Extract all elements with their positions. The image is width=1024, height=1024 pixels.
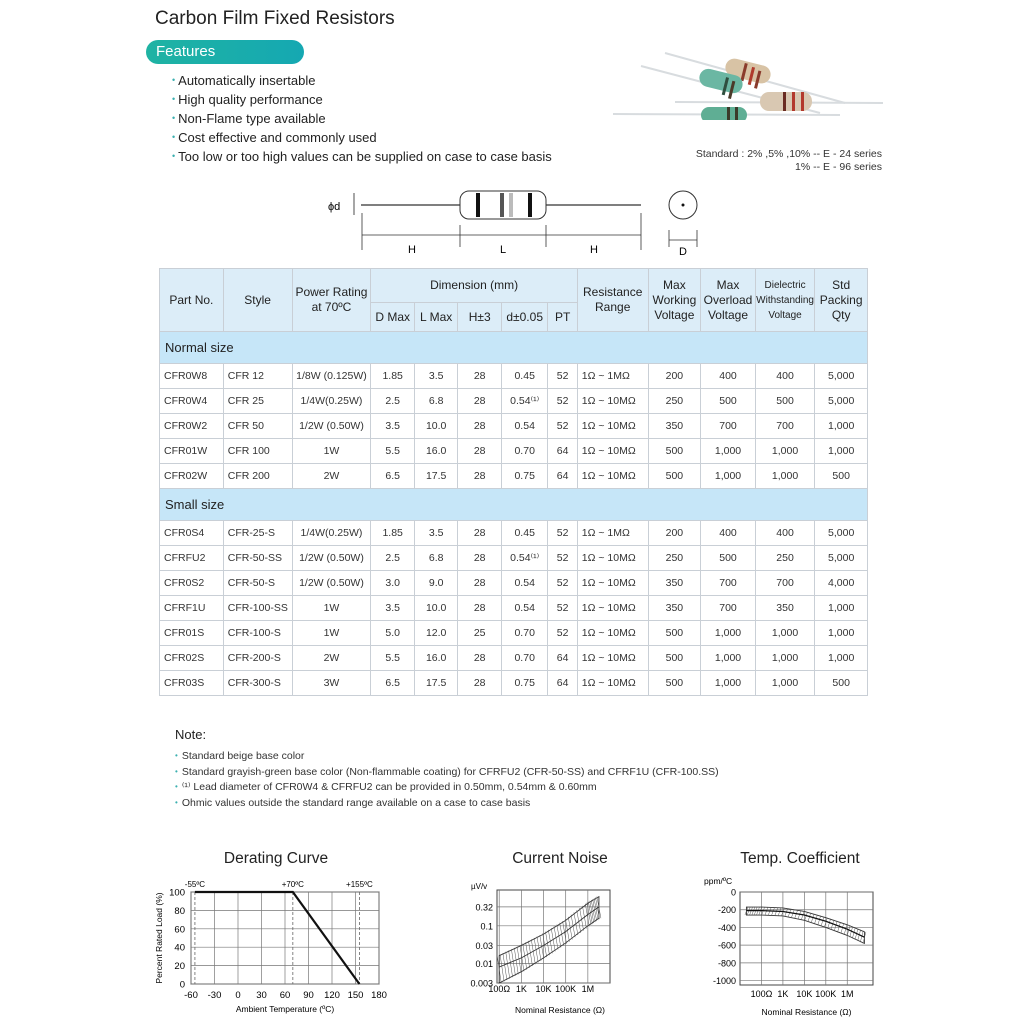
table-cell: 1Ω ~ 1MΩ xyxy=(577,364,648,389)
table-cell: 64 xyxy=(548,646,577,671)
note-item: • Ohmic values outside the standard range available on a case to case basis xyxy=(175,796,719,812)
noise-chart-title: Current Noise xyxy=(512,850,608,867)
table-cell: 6.8 xyxy=(414,389,458,414)
resistor-beige-2 xyxy=(760,92,812,111)
table-cell: 500 xyxy=(648,671,701,696)
table-cell: 500 xyxy=(648,621,701,646)
group-row xyxy=(160,332,868,364)
table-cell: 28 xyxy=(458,439,502,464)
table-cell: 0.75 xyxy=(501,464,548,489)
table-cell: 500 xyxy=(701,546,756,571)
dimension-diagram xyxy=(325,185,715,260)
table-cell: 0.70 xyxy=(501,621,548,646)
table-row xyxy=(160,571,868,596)
table-cell: 28 xyxy=(458,571,502,596)
table-cell: 1,000 xyxy=(755,671,815,696)
table-cell: 64 xyxy=(548,439,577,464)
table-cell: 350 xyxy=(755,596,815,621)
y-tick-label: 80 xyxy=(174,905,185,917)
table-cell: 1,000 xyxy=(701,464,756,489)
table-cell: 700 xyxy=(701,571,756,596)
x-tick-label: 30 xyxy=(256,990,267,1001)
table-cell: 0.54 xyxy=(501,414,548,439)
table-cell: 1,000 xyxy=(815,596,868,621)
x-axis-label: Nominal Resistance (Ω) xyxy=(761,1007,852,1017)
col-packing: Std Packing Qty xyxy=(815,269,868,332)
table-cell: 28 xyxy=(458,414,502,439)
table-cell: CFR0W4 xyxy=(160,389,224,414)
table-cell: 52 xyxy=(548,571,577,596)
table-cell: CFRFU2 xyxy=(160,546,224,571)
table-cell: 52 xyxy=(548,521,577,546)
table-cell: 350 xyxy=(648,414,701,439)
y-tick-label: -600 xyxy=(717,940,736,951)
table-cell: 200 xyxy=(648,364,701,389)
table-cell: CFR-50-S xyxy=(223,571,292,596)
y-tick-label: 20 xyxy=(174,961,185,973)
table-cell: 2W xyxy=(292,646,371,671)
table-cell: 6.5 xyxy=(371,464,415,489)
feature-item: • High quality performance xyxy=(172,91,552,110)
group-label: Small size xyxy=(160,489,868,521)
table-cell: 1Ω ~ 10MΩ xyxy=(577,464,648,489)
table-cell: 1Ω ~ 10MΩ xyxy=(577,596,648,621)
table-cell: CFR 50 xyxy=(223,414,292,439)
y-tick-label: 40 xyxy=(174,942,185,954)
table-cell: 3.5 xyxy=(414,364,458,389)
y-tick-label: -400 xyxy=(717,922,736,933)
table-cell: 1Ω ~ 10MΩ xyxy=(577,546,648,571)
table-cell: 28 xyxy=(458,464,502,489)
table-cell: 1,000 xyxy=(815,621,868,646)
table-cell: 2W xyxy=(292,464,371,489)
table-cell: 1,000 xyxy=(755,439,815,464)
table-cell: 2.5 xyxy=(371,389,415,414)
table-cell: CFR0S2 xyxy=(160,571,224,596)
y-tick-label: -800 xyxy=(717,958,736,969)
table-cell: 250 xyxy=(648,389,701,414)
table-cell: 4,000 xyxy=(815,571,868,596)
table-cell: CFR 100 xyxy=(223,439,292,464)
x-tick-label: 10K xyxy=(796,989,813,999)
y-tick-label: 0.01 xyxy=(475,958,493,969)
table-cell: 5,000 xyxy=(815,546,868,571)
table-cell: 52 xyxy=(548,364,577,389)
tolerance-note xyxy=(696,148,882,174)
col-style: Style xyxy=(223,269,292,332)
feature-item: • Non-Flame type available xyxy=(172,110,552,129)
x-tick-label: 0 xyxy=(235,990,241,1001)
table-cell: CFR-25-S xyxy=(223,521,292,546)
table-cell: 17.5 xyxy=(414,671,458,696)
table-cell: CFR-200-S xyxy=(223,646,292,671)
y-tick-label: -200 xyxy=(717,905,736,916)
table-cell: 5,000 xyxy=(815,389,868,414)
x-tick-label: 90 xyxy=(303,990,314,1001)
col-part-no: Part No. xyxy=(160,269,224,332)
table-cell: CFR01W xyxy=(160,439,224,464)
y-tick-label: 0 xyxy=(179,979,185,991)
table-cell: CFR-100-SS xyxy=(223,596,292,621)
table-cell: 400 xyxy=(701,364,756,389)
table-cell: 500 xyxy=(815,671,868,696)
note-item: • Standard grayish-green base color (Non-flammable coating) for CFRFU2 (CFR-50-SS) and CFRF1U (CFR-100.SS) xyxy=(175,765,719,781)
table-cell: 9.0 xyxy=(414,571,458,596)
col-h: H±3 xyxy=(458,303,502,332)
x-axis-label: Nominal Resistance (Ω) xyxy=(515,1005,605,1015)
table-row xyxy=(160,546,868,571)
table-row xyxy=(160,521,868,546)
table-cell: 1,000 xyxy=(701,621,756,646)
table-cell: 1.85 xyxy=(371,521,415,546)
table-cell: 3.5 xyxy=(414,521,458,546)
table-cell: 28 xyxy=(458,671,502,696)
table-cell: 52 xyxy=(548,414,577,439)
table-cell: 400 xyxy=(701,521,756,546)
table-cell: 28 xyxy=(458,364,502,389)
y-tick-label: 0.03 xyxy=(475,940,493,951)
tolerance-line-2: 1% -- E - 96 series xyxy=(795,161,882,173)
y-tick-label: -1000 xyxy=(712,976,736,987)
table-cell: 0.75 xyxy=(501,671,548,696)
table-cell: 1Ω ~ 10MΩ xyxy=(577,671,648,696)
table-cell: 500 xyxy=(648,439,701,464)
table-cell: 17.5 xyxy=(414,464,458,489)
table-cell: 0.45 xyxy=(501,521,548,546)
table-cell: 1Ω ~ 10MΩ xyxy=(577,621,648,646)
table-cell: 1/8W (0.125W) xyxy=(292,364,371,389)
annotation-label: +70ºC xyxy=(281,880,304,889)
table-cell: 52 xyxy=(548,389,577,414)
x-tick-label: 150 xyxy=(347,990,364,1001)
table-row xyxy=(160,389,868,414)
table-cell: 5.5 xyxy=(371,646,415,671)
col-resistance: Resistance Range xyxy=(577,269,648,332)
derating-chart xyxy=(150,872,400,1022)
table-cell: 1,000 xyxy=(815,646,868,671)
table-cell: 52 xyxy=(548,621,577,646)
table-cell: 64 xyxy=(548,671,577,696)
table-cell: 16.0 xyxy=(414,646,458,671)
table-cell: CFR01S xyxy=(160,621,224,646)
table-cell: 350 xyxy=(648,596,701,621)
table-cell: 1W xyxy=(292,439,371,464)
table-cell: 1/2W (0.50W) xyxy=(292,546,371,571)
table-cell: 1,000 xyxy=(815,439,868,464)
derating-chart-title: Derating Curve xyxy=(223,850,329,867)
table-cell: 700 xyxy=(755,414,815,439)
table-cell: 1Ω ~ 10MΩ xyxy=(577,389,648,414)
table-cell: 3W xyxy=(292,671,371,696)
table-cell: 0.70 xyxy=(501,439,548,464)
table-cell: 1/4W(0.25W) xyxy=(292,521,371,546)
table-cell: 12.0 xyxy=(414,621,458,646)
table-cell: 1,000 xyxy=(815,414,868,439)
table-cell: 28 xyxy=(458,646,502,671)
y-tick-label: 0.003 xyxy=(470,978,493,989)
table-cell: 1,000 xyxy=(755,464,815,489)
table-cell: CFR0W2 xyxy=(160,414,224,439)
table-cell: 1Ω ~ 10MΩ xyxy=(577,646,648,671)
table-row xyxy=(160,439,868,464)
table-cell: CFR 200 xyxy=(223,464,292,489)
table-cell: 1/2W (0.50W) xyxy=(292,571,371,596)
table-cell: 1Ω ~ 10MΩ xyxy=(577,414,648,439)
x-tick-label: 180 xyxy=(371,990,387,1001)
table-row xyxy=(160,464,868,489)
spec-table xyxy=(159,268,868,696)
table-cell: 28 xyxy=(458,596,502,621)
table-cell: CFR02W xyxy=(160,464,224,489)
table-cell: CFR0S4 xyxy=(160,521,224,546)
note-item: • ⁽¹⁾ Lead diameter of CFR0W4 & CFRFU2 can be provided in 0.50mm, 0.54mm & 0.60mm xyxy=(175,780,719,796)
x-tick-label: 1K xyxy=(515,984,527,994)
table-cell: 3.5 xyxy=(371,414,415,439)
table-cell: 10.0 xyxy=(414,596,458,621)
tempco-chart xyxy=(690,872,890,1022)
col-d-max: D Max xyxy=(371,303,415,332)
resistor-green-2 xyxy=(701,107,747,120)
page-title: Carbon Film Fixed Resistors xyxy=(155,8,395,29)
table-cell: 250 xyxy=(648,546,701,571)
x-tick-label: 10K xyxy=(535,984,552,994)
lead-diameter-label: ϕd xyxy=(328,201,341,213)
table-cell: 5,000 xyxy=(815,521,868,546)
table-cell: 500 xyxy=(701,389,756,414)
table-cell: CFR 25 xyxy=(223,389,292,414)
feature-item: • Too low or too high values can be supplied on case to case basis xyxy=(172,148,552,167)
table-cell: 16.0 xyxy=(414,439,458,464)
col-dielectric: Dielectric Withstanding Voltage xyxy=(755,269,815,332)
x-tick-label: 100Ω xyxy=(488,984,511,994)
table-cell: CFR-100-S xyxy=(223,621,292,646)
table-row xyxy=(160,646,868,671)
table-cell: 1/4W(0.25W) xyxy=(292,389,371,414)
table-cell: 3.0 xyxy=(371,571,415,596)
feature-item: • Cost effective and commonly used xyxy=(172,129,552,148)
col-dimension: Dimension (mm) xyxy=(371,269,577,303)
note-item: • Standard beige base color xyxy=(175,749,719,765)
annotation-label: -55ºC xyxy=(184,880,206,889)
plot-area xyxy=(497,890,610,983)
table-cell: CFR0W8 xyxy=(160,364,224,389)
table-cell: 400 xyxy=(755,521,815,546)
tolerance-line-1: Standard : 2% ,5% ,10% -- E - 24 series xyxy=(695,148,882,160)
table-cell: 28 xyxy=(458,546,502,571)
x-tick-label: 100K xyxy=(815,989,837,999)
table-cell: 1Ω ~ 10MΩ xyxy=(577,571,648,596)
table-cell: 2.5 xyxy=(371,546,415,571)
table-cell: CFR 12 xyxy=(223,364,292,389)
table-cell: 1/2W (0.50W) xyxy=(292,414,371,439)
x-tick-label: 120 xyxy=(324,990,340,1001)
table-cell: 0.54 xyxy=(501,571,548,596)
table-cell: 1W xyxy=(292,596,371,621)
y-tick-label: 0.1 xyxy=(480,921,493,932)
feature-item: • Automatically insertable xyxy=(172,72,552,91)
table-cell: 1,000 xyxy=(701,439,756,464)
y-tick-label: 0.32 xyxy=(475,902,493,913)
col-d: d±0.05 xyxy=(501,303,548,332)
table-cell: CFR02S xyxy=(160,646,224,671)
col-max-overload: Max Overload Voltage xyxy=(701,269,756,332)
table-row xyxy=(160,414,868,439)
table-cell: 6.5 xyxy=(371,671,415,696)
table-cell: 0.70 xyxy=(501,646,548,671)
table-cell: 700 xyxy=(701,414,756,439)
table-cell: 28 xyxy=(458,521,502,546)
annotation-label: +155ºC xyxy=(346,880,373,889)
col-l-max: L Max xyxy=(414,303,458,332)
table-cell: 1Ω ~ 10MΩ xyxy=(577,439,648,464)
table-cell: 3.5 xyxy=(371,596,415,621)
col-max-working: Max Working Voltage xyxy=(648,269,701,332)
col-power: Power Rating at 70ºC xyxy=(292,269,371,332)
group-label: Normal size xyxy=(160,332,868,364)
y-axis-label: Percent Rated Load (%) xyxy=(154,892,164,984)
table-cell: 400 xyxy=(755,364,815,389)
table-cell: 1,000 xyxy=(701,646,756,671)
table-cell: 700 xyxy=(701,596,756,621)
table-cell: 1.85 xyxy=(371,364,415,389)
table-cell: 700 xyxy=(755,571,815,596)
x-tick-label: 1M xyxy=(581,984,595,994)
table-cell: 25 xyxy=(458,621,502,646)
table-cell: 0.45 xyxy=(501,364,548,389)
table-cell: 350 xyxy=(648,571,701,596)
table-cell: 0.54⁽¹⁾ xyxy=(501,389,548,414)
x-tick-label: 100K xyxy=(555,984,577,994)
y-tick-label: 0 xyxy=(730,887,736,898)
table-cell: 1W xyxy=(292,621,371,646)
table-cell: CFR-300-S xyxy=(223,671,292,696)
tempco-chart-title: Temp. Coefficient xyxy=(740,850,860,867)
table-cell: CFR-50-SS xyxy=(223,546,292,571)
table-row xyxy=(160,621,868,646)
dim-h-left: H xyxy=(408,244,416,256)
features-list xyxy=(172,72,552,167)
dim-l: L xyxy=(500,244,507,256)
table-cell: 0.54 xyxy=(501,596,548,621)
x-tick-label: 100Ω xyxy=(750,989,773,999)
table-cell: 0.54⁽¹⁾ xyxy=(501,546,548,571)
table-cell: 500 xyxy=(755,389,815,414)
table-cell: 5,000 xyxy=(815,364,868,389)
table-cell: 1Ω ~ 1MΩ xyxy=(577,521,648,546)
table-cell: 52 xyxy=(548,596,577,621)
table-cell: 5.0 xyxy=(371,621,415,646)
dim-d: D xyxy=(679,246,687,258)
x-tick-label: 1K xyxy=(777,989,789,999)
x-tick-label: -30 xyxy=(207,990,222,1001)
table-cell: 1,000 xyxy=(755,621,815,646)
table-cell: 200 xyxy=(648,521,701,546)
notes-list xyxy=(175,749,719,811)
table-cell: 10.0 xyxy=(414,414,458,439)
y-axis-label: µV/v xyxy=(471,882,488,891)
notes-title: Note: xyxy=(175,727,207,742)
table-cell: 5.5 xyxy=(371,439,415,464)
y-tick-label: 100 xyxy=(169,887,185,899)
table-row xyxy=(160,596,868,621)
table-cell: 6.8 xyxy=(414,546,458,571)
dim-h-right: H xyxy=(590,244,598,256)
table-cell: 500 xyxy=(815,464,868,489)
y-axis-label: ppm/ºC xyxy=(704,876,733,886)
table-row xyxy=(160,364,868,389)
resistor-photo xyxy=(605,40,885,120)
table-cell: 500 xyxy=(648,646,701,671)
table-cell: 52 xyxy=(548,546,577,571)
table-cell: 500 xyxy=(648,464,701,489)
col-pt: PT xyxy=(548,303,577,332)
x-tick-label: 1M xyxy=(841,989,854,999)
features-heading: Features xyxy=(146,40,304,64)
table-cell: CFR03S xyxy=(160,671,224,696)
noise-chart xyxy=(440,872,640,1022)
table-row xyxy=(160,671,868,696)
table-cell: 28 xyxy=(458,389,502,414)
x-axis-label: Ambient Temperature (ºC) xyxy=(235,1004,335,1014)
table-cell: CFRF1U xyxy=(160,596,224,621)
table-cell: 64 xyxy=(548,464,577,489)
table-cell: 1,000 xyxy=(755,646,815,671)
x-tick-label: 60 xyxy=(279,990,291,1001)
y-tick-label: 60 xyxy=(174,924,185,936)
x-tick-label: -60 xyxy=(184,990,198,1001)
table-cell: 250 xyxy=(755,546,815,571)
table-cell: 1,000 xyxy=(701,671,756,696)
group-row xyxy=(160,489,868,521)
